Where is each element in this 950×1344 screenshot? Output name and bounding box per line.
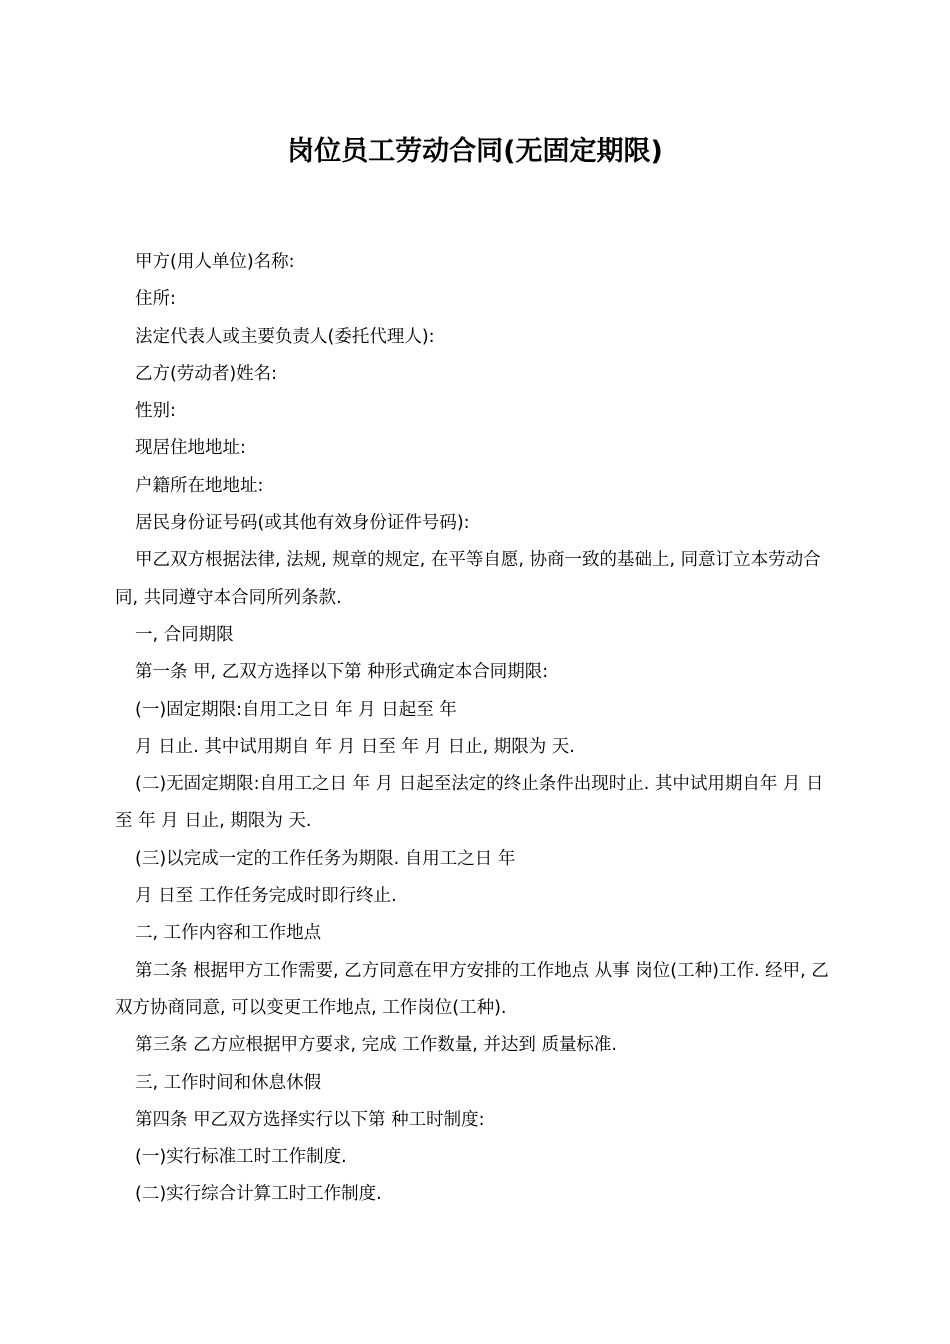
article-1-option-3-continued: 月 日至 工作任务完成时即行终止. — [135, 886, 397, 907]
article-1: 第一条 甲, 乙双方选择以下第 种形式确定本合同期限: — [135, 662, 549, 683]
id-number-line: 居民身份证号码(或其他有效身份证件号码): — [135, 513, 470, 534]
article-4: 第四条 甲乙双方选择实行以下第 种工时制度: — [135, 1109, 485, 1130]
article-1-option-2: (二)无固定期限:自用工之日 年 月 日起至法定的终止条件出现时止. 其中试用期自年 月 日至 年 月 日止, 期限为 天. — [115, 774, 824, 832]
article-1-option-3: (三)以完成一定的工作任务为期限. 自用工之日 年 — [135, 848, 516, 869]
section-heading-work-content: 二, 工作内容和工作地点 — [135, 923, 322, 944]
party-a-name-line: 甲方(用人单位)名称: — [135, 252, 295, 272]
article-4-option-1: (一)实行标准工时工作制度. — [135, 1147, 347, 1168]
document-body — [115, 244, 840, 1214]
article-1-option-1-continued: 月 日止. 其中试用期自 年 月 日至 年 月 日止, 期限为 天. — [135, 736, 575, 757]
article-4-option-2: (二)实行综合计算工时工作制度. — [135, 1184, 382, 1205]
article-2: 第二条 根据甲方工作需要, 乙方同意在甲方安排的工作地点 从事 岗位(工种)工作. 经甲, 乙双方协商同意, 可以变更工作地点, 工作岗位(工种). — [115, 960, 829, 1018]
gender-line: 性别: — [135, 401, 176, 422]
article-1-option-1: (一)固定期限:自用工之日 年 月 日起至 年 — [135, 699, 457, 720]
section-heading-term: 一, 合同期限 — [135, 624, 234, 645]
household-address-line: 户籍所在地地址: — [135, 475, 264, 496]
party-a-address-line: 住所: — [135, 289, 176, 310]
preamble-paragraph: 甲乙双方根据法律, 法规, 规章的规定, 在平等自愿, 协商一致的基础上, 同意订立本劳动合同, 共同遵守本合同所列条款. — [115, 550, 821, 608]
legal-representative-line: 法定代表人或主要负责人(委托代理人): — [135, 326, 435, 347]
article-3: 第三条 乙方应根据甲方要求, 完成 工作数量, 并达到 质量标准. — [135, 1035, 618, 1056]
section-heading-working-hours: 三, 工作时间和休息休假 — [135, 1072, 322, 1093]
document-title: 岗位员工劳动合同(无固定期限) — [287, 136, 663, 167]
party-b-name-line: 乙方(劳动者)姓名: — [135, 363, 278, 384]
current-address-line: 现居住地地址: — [135, 438, 246, 459]
